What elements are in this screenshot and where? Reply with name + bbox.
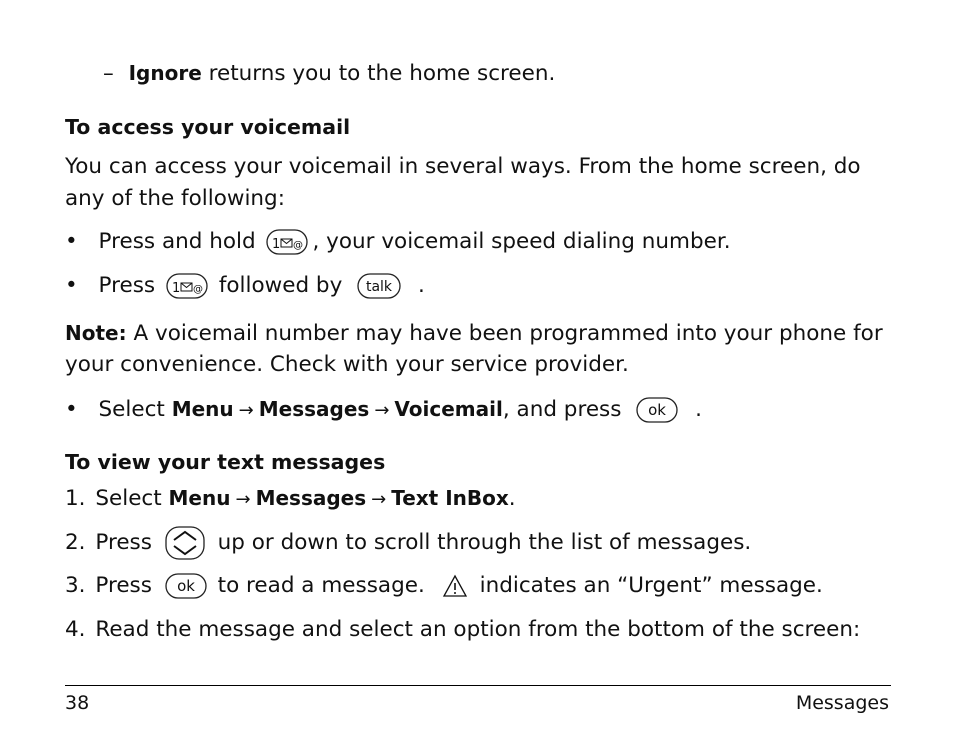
menu-term: Menu (171, 397, 234, 421)
step-4 (65, 614, 860, 646)
step-text-end: . (508, 486, 516, 511)
svg-text:ok: ok (176, 577, 195, 595)
step-text-post: up or down to scroll through the list of messages. (217, 530, 752, 555)
arrow-icon: → (374, 400, 390, 421)
bullet-select-voicemail (65, 393, 702, 427)
navigation-key-icon (165, 526, 205, 560)
note-line-2: your convenience. Check with your service provider. (65, 352, 629, 377)
bullet-text-end: . (695, 397, 702, 422)
step-number: 4. (65, 617, 86, 642)
svg-text:@: @ (293, 240, 304, 251)
ignore-description: returns you to the home screen. (201, 61, 556, 86)
voicemail-heading: To access your voicemail (65, 115, 351, 139)
svg-text:1: 1 (171, 281, 181, 296)
bullet-text-post: , and press (502, 397, 622, 422)
svg-text:1: 1 (272, 237, 281, 252)
ignore-item (103, 57, 555, 90)
step-text-pre: Press (95, 530, 152, 555)
bullet-press-followed-by (65, 270, 425, 302)
step-text-post: indicates an “Urgent” message. (479, 573, 823, 598)
step-number: 3. (65, 573, 86, 598)
dash-marker: – (103, 61, 114, 86)
footer-divider (65, 685, 891, 686)
step-text-pre: Press (95, 573, 152, 598)
bullet-press-and-hold (65, 226, 731, 258)
one-voicemail-key-icon (166, 273, 208, 299)
voicemail-intro-line-2: any of the following: (65, 186, 285, 211)
arrow-icon: → (238, 400, 254, 421)
svg-text:talk: talk (366, 279, 393, 295)
bullet-text-mid: followed by (218, 273, 343, 298)
ok-key-icon (165, 573, 207, 599)
arrow-icon: → (371, 489, 387, 510)
bullet-text-post: , your voicemail speed dialing number. (312, 229, 731, 254)
svg-text:ok: ok (648, 401, 667, 419)
talk-key-icon (357, 273, 401, 299)
step-number: 2. (65, 530, 86, 555)
step-text: Read the message and select an option from the bottom of the screen: (95, 617, 861, 642)
one-voicemail-key-icon (266, 229, 308, 255)
step-text-mid: to read a message. (217, 573, 425, 598)
note-line-1 (65, 317, 883, 350)
note-text-1: A voicemail number may have been programmed into your phone for (126, 321, 883, 346)
step-3 (65, 570, 823, 602)
page-number: 38 (65, 692, 90, 714)
note-label: Note: (65, 321, 127, 345)
urgent-warning-icon (442, 574, 468, 598)
ignore-term: Ignore (128, 61, 202, 85)
voicemail-intro-line-1: You can access your voicemail in several ways. From the home screen, do (65, 154, 861, 179)
bullet-text-end: . (418, 273, 425, 298)
bullet-text-pre: Press and hold (98, 229, 256, 254)
bullet-marker: • (65, 397, 78, 422)
bullet-marker: • (65, 229, 78, 254)
messages-term: Messages (255, 486, 367, 510)
arrow-icon: → (235, 489, 251, 510)
svg-text:@: @ (192, 284, 203, 295)
text-inbox-term: Text InBox (391, 486, 509, 510)
bullet-text-pre: Press (98, 273, 156, 298)
ok-key-icon (636, 397, 678, 423)
bullet-marker: • (65, 273, 78, 298)
bullet-text-pre: Select (98, 397, 172, 422)
voicemail-term: Voicemail (394, 397, 503, 421)
step-number: 1. (65, 486, 86, 511)
step-1 (65, 482, 516, 516)
menu-term: Menu (168, 486, 231, 510)
text-messages-heading: To view your text messages (65, 450, 386, 474)
messages-term: Messages (258, 397, 370, 421)
step-2 (65, 526, 751, 560)
section-name: Messages (795, 692, 889, 714)
step-text-pre: Select (95, 486, 169, 511)
